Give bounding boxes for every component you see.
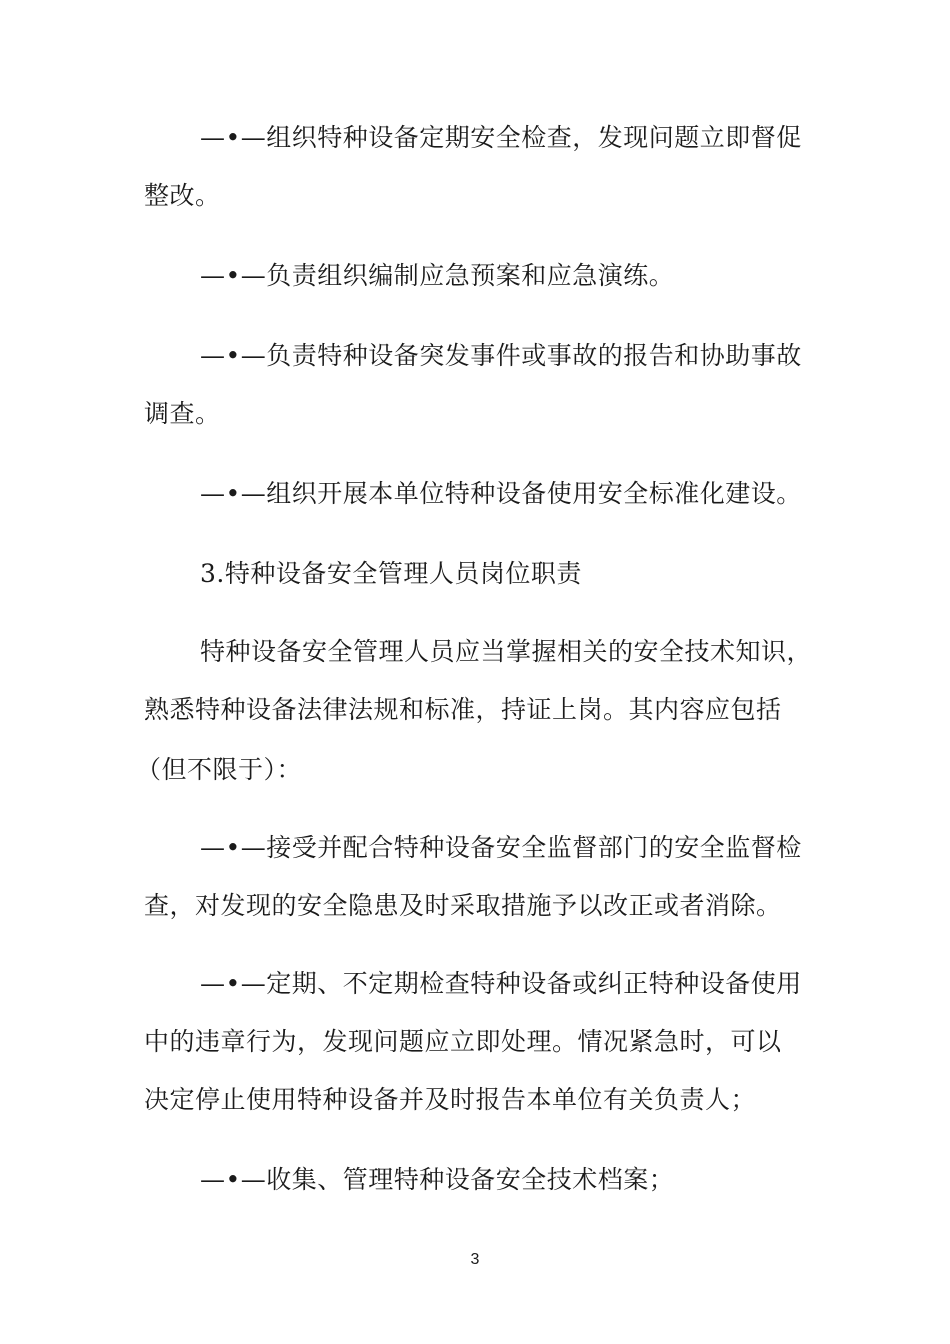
paragraph-line: 查，对发现的安全隐患及时采取措施予以改正或者消除。 — [144, 891, 782, 920]
paragraph-line: —•—接受并配合特种设备安全监督部门的安全监督检 — [200, 833, 802, 862]
paragraph-line: （但不限于）： — [136, 755, 303, 784]
section-heading: 3.特种设备安全管理人员岗位职责 — [200, 559, 582, 588]
paragraph-line: —•—定期、不定期检查特种设备或纠正特种设备使用 — [200, 969, 802, 998]
paragraph-line: —•—组织特种设备定期安全检查，发现问题立即督促 — [200, 123, 802, 152]
paragraph-line: —•—组织开展本单位特种设备使用安全标准化建设。 — [200, 479, 802, 508]
paragraph-line: 特种设备安全管理人员应当掌握相关的安全技术知识， — [200, 637, 813, 666]
paragraph-line: 调查。 — [144, 399, 221, 428]
page-number: 3 — [470, 1251, 480, 1268]
paragraph-line: 熟悉特种设备法律法规和标准，持证上岗。其内容应包括 — [144, 695, 782, 724]
paragraph-line: 整改。 — [144, 181, 221, 210]
paragraph-line: —•—收集、管理特种设备安全技术档案； — [200, 1165, 675, 1194]
paragraph-line: —•—负责组织编制应急预案和应急演练。 — [200, 261, 675, 290]
paragraph-line: —•—负责特种设备突发事件或事故的报告和协助事故 — [200, 341, 802, 370]
paragraph-line: 中的违章行为，发现问题应立即处理。情况紧急时，可以 — [144, 1027, 782, 1056]
paragraph-line: 决定停止使用特种设备并及时报告本单位有关负责人； — [144, 1085, 757, 1114]
